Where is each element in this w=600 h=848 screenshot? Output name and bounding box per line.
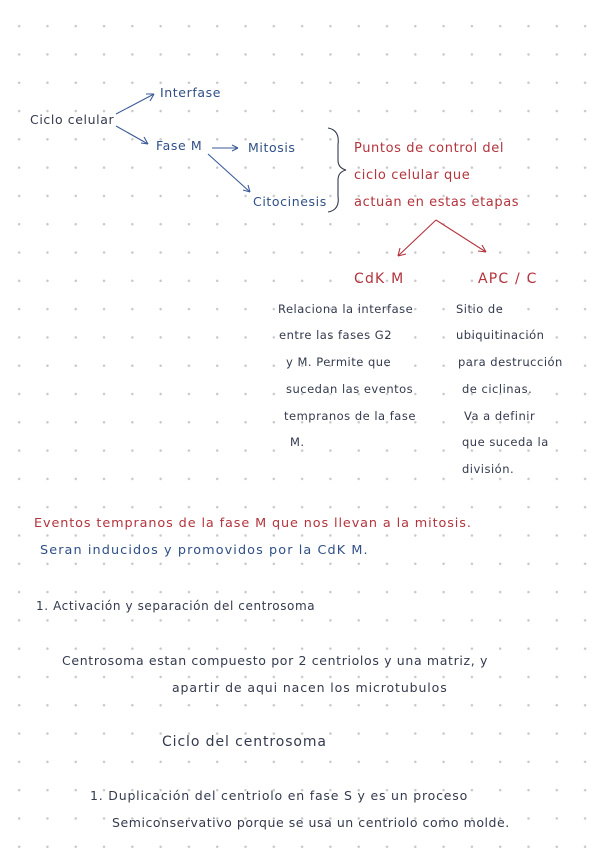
mitosis-label: Mitosis (248, 140, 296, 155)
note-line-1: Puntos de control del (354, 141, 505, 156)
centrosoma-line-2: apartir de aqui nacen los microtubulos (172, 680, 448, 695)
apc-line-3: para destrucción (458, 355, 563, 369)
arrow-to-citocinesis (208, 154, 250, 192)
arrow-to-apc (436, 220, 486, 252)
apc-line-7: división. (462, 462, 515, 476)
arrow-to-interfase (116, 94, 154, 114)
cdk-line-5: tempranos de la fase (284, 409, 416, 423)
note-line-2: ciclo celular que (354, 168, 471, 183)
ciclo-celular-label: Ciclo celular (30, 112, 115, 127)
brace-icon (328, 128, 346, 212)
apc-line-6: que suceda la (462, 435, 549, 449)
cdk-line-4: sucedan las eventos (286, 382, 414, 396)
cdk-line-1: Relaciona la interfase (278, 302, 414, 316)
section-1-title: 1. Activación y separación del centrosoma (36, 599, 316, 613)
apc-line-4: de ciclinas. (462, 382, 533, 396)
cdk-line-6: M. (290, 435, 305, 449)
fase-m-label: Fase M (156, 138, 203, 153)
events-line-2: Seran inducidos y promovidos por la CdK M. (40, 543, 369, 558)
cdk-title: CdK M (354, 271, 405, 287)
dup-line-2: Semiconservativo porque se usa un centriolo como molde. (112, 815, 510, 830)
apc-line-1: Sitio de (456, 302, 504, 316)
dup-line-1: 1. Duplicación del centriolo en fase S y es un proceso (90, 788, 469, 803)
cdk-line-2: entre las fases G2 (279, 328, 393, 342)
events-line-1: Eventos tempranos de la fase M que nos llevan a la mitosis. (34, 516, 472, 531)
centrosoma-line-1: Centrosoma estan compuesto por 2 centriolos y una matriz, y (62, 653, 488, 668)
arrow-to-cdk (398, 220, 436, 256)
ciclo-centrosoma-title: Ciclo del centrosoma (162, 734, 327, 750)
arrow-to-fase-m (116, 126, 148, 144)
apc-title: APC / C (478, 271, 538, 287)
apc-line-2: ubiquitinación (456, 328, 545, 342)
interfase-label: Interfase (160, 85, 222, 100)
cdk-line-3: y M. Permite que (286, 355, 392, 369)
apc-line-5: Va a definir (464, 409, 536, 423)
citocinesis-label: Citocinesis (253, 194, 327, 209)
note-line-3: actuan en estas etapas (354, 195, 520, 210)
